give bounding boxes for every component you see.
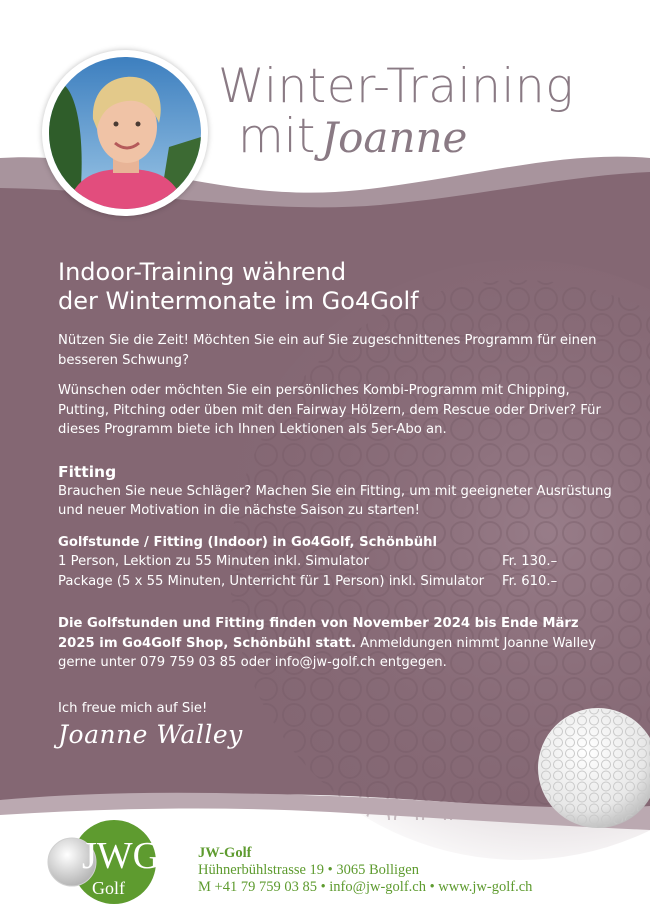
logo-text-main: JWG bbox=[82, 835, 161, 877]
contact-line: M +41 79 759 03 85 • info@jw-golf.ch • www.jw-golf.ch bbox=[198, 879, 533, 895]
program-paragraph: Wünschen oder möchten Sie ein persönliches Kombi-Programm mit Chipping, Putting, Pitching oder üben mit den Fairway Hölzern, dem Rescue oder Driver? Für dieses Programm biete ich Ihnen Lektionen als 5er-Abo an. bbox=[58, 383, 601, 437]
price-heading: Golfstunde / Fitting (Indoor) in Go4Golf, Schönbühl bbox=[58, 534, 438, 550]
price-label: 1 Person, Lektion zu 55 Minuten inkl. Simulator bbox=[58, 554, 369, 569]
title-line2 bbox=[238, 109, 574, 164]
portrait-image bbox=[49, 57, 201, 209]
jwg-golf-logo bbox=[46, 818, 176, 908]
title-line2-prefix: mit bbox=[238, 109, 316, 164]
price-label: Package (5 x 55 Minuten, Unterricht für 1 Person) inkl. Simulator bbox=[58, 573, 485, 589]
fitting-heading: Fitting bbox=[58, 462, 117, 481]
intro-paragraph: Nützen Sie die Zeit! Möchten Sie ein auf Sie zugeschnittenes Programm für einen besseren Schwung? bbox=[58, 333, 597, 368]
company-name: JW-Golf bbox=[198, 845, 252, 861]
price-row bbox=[58, 552, 558, 572]
title-line2-script: Joanne bbox=[321, 113, 468, 162]
headline bbox=[58, 258, 618, 316]
portrait-photo bbox=[42, 50, 208, 216]
greeting: Ich freue mich auf Sie! bbox=[58, 700, 208, 716]
info-paragraph bbox=[58, 614, 618, 673]
fitting-text: Brauchen Sie neue Schläger? Machen Sie ein Fitting, um mit geeigneter Ausrüstung und neuer Motivation in die nächste Saison zu starten! bbox=[58, 483, 612, 518]
street-address: Hühnerbühlstrasse 19 • 3065 Bolligen bbox=[198, 862, 419, 878]
page-title bbox=[218, 59, 574, 164]
signature: Joanne Walley bbox=[58, 720, 243, 749]
headline-line1: Indoor-Training während bbox=[58, 258, 347, 286]
logo-text-sub: Golf bbox=[92, 878, 125, 898]
title-line1: Winter-Training bbox=[218, 59, 574, 114]
main-content bbox=[58, 258, 618, 750]
info-bold: Die Golfstunden und Fitting finden von November 2024 bis Ende März 2025 im Go4Golf Shop, Schönbühl statt. bbox=[58, 616, 579, 651]
info-regular: Anmeldungen nimmt Joanne Walley gerne unter 079 759 03 85 oder info@jw-golf.ch entgegen. bbox=[58, 635, 597, 670]
headline-line2: der Wintermonate im Go4Golf bbox=[58, 287, 419, 315]
price-row bbox=[58, 572, 558, 592]
price-value: Fr. 610.– bbox=[502, 573, 558, 589]
footer-address-block bbox=[198, 845, 532, 896]
price-value: Fr. 130.– bbox=[502, 554, 558, 569]
